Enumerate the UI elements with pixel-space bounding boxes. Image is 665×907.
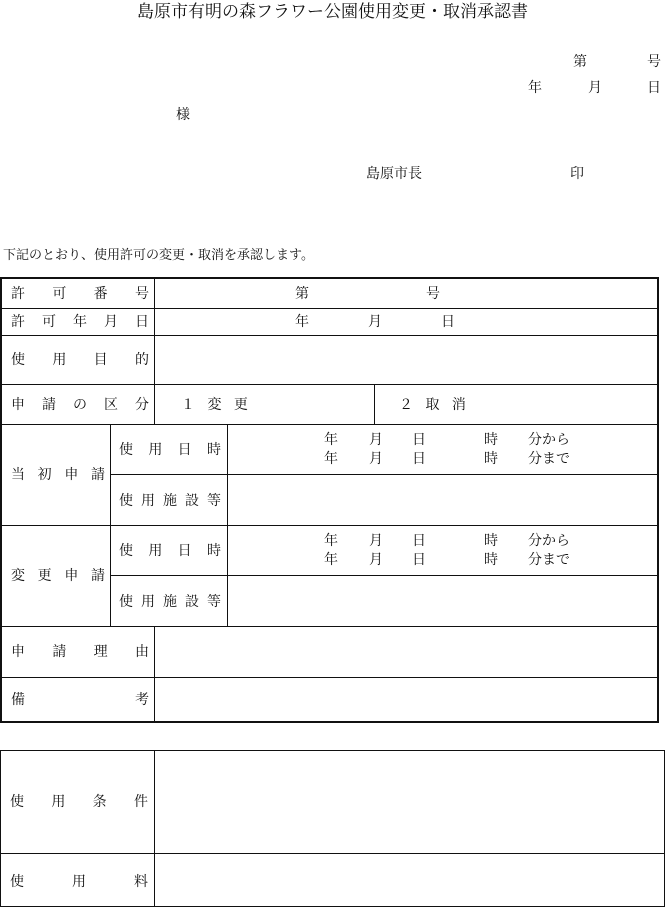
document-title: 島原市有明の森フラワー公園使用変更・取消承認書 <box>137 2 528 22</box>
option-change: １ 変 更 <box>181 397 248 413</box>
permit-number-suffix: 号 <box>426 286 440 302</box>
doc-date-year: 年 <box>528 80 542 96</box>
purpose-label: 使 用 目 的 <box>11 352 149 368</box>
doc-number-prefix: 第 <box>573 54 587 70</box>
option-cancel: ２ 取 消 <box>399 397 466 413</box>
issuer-name: 島原市長 <box>366 166 422 182</box>
original-datetime-label: 使 用 日 時 <box>119 442 221 458</box>
seal-mark: 印 <box>570 166 584 182</box>
permit-number-prefix: 第 <box>295 286 309 302</box>
fee-label: 使 用 料 <box>10 874 148 890</box>
permit-date-month: 月 <box>368 314 382 330</box>
remarks-label: 備 考 <box>11 692 149 708</box>
change-facility-label: 使 用 施 設 等 <box>119 594 221 610</box>
permit-number-label: 許 可 番 号 <box>11 286 149 302</box>
reason-label: 申 請 理 由 <box>11 644 149 660</box>
doc-number-suffix: 号 <box>647 54 661 70</box>
change-datetime-label: 使 用 日 時 <box>119 543 221 559</box>
original-facility-label: 使 用 施 設 等 <box>119 493 221 509</box>
permit-date-label: 許 可 年 月 日 <box>11 314 149 330</box>
conditions-label: 使 用 条 件 <box>10 794 148 810</box>
change-cancel-form: 許 可 番 号 第 号 許 可 年 月 日 年 月 日 使 用 目 的 申 請 の 区 分 １ 変 更 ２ 取 消 当 初 申 請 使 用 日 時 年 月 日 時 分から 年 月 日 時 分まで 使 用 施 設 等 変 更 申 請 使 用 日 時 年 月 日 時 分から 年 月 日 時 分まで 使 用 施 設 等 申 請 理 由 備 考 <box>0 277 659 723</box>
intro-text: 下記のとおり、使用許可の変更・取消を承認します。 <box>3 248 314 263</box>
category-label: 申 請 の 区 分 <box>11 397 149 413</box>
doc-date-month: 月 <box>588 80 602 96</box>
permit-date-day: 日 <box>441 314 455 330</box>
permit-date-year: 年 <box>295 314 309 330</box>
conditions-form <box>0 750 665 907</box>
doc-date-day: 日 <box>647 80 661 96</box>
original-application-label: 当 初 申 請 <box>11 467 105 483</box>
change-application-label: 変 更 申 請 <box>11 568 105 584</box>
addressee-suffix: 様 <box>176 107 190 123</box>
